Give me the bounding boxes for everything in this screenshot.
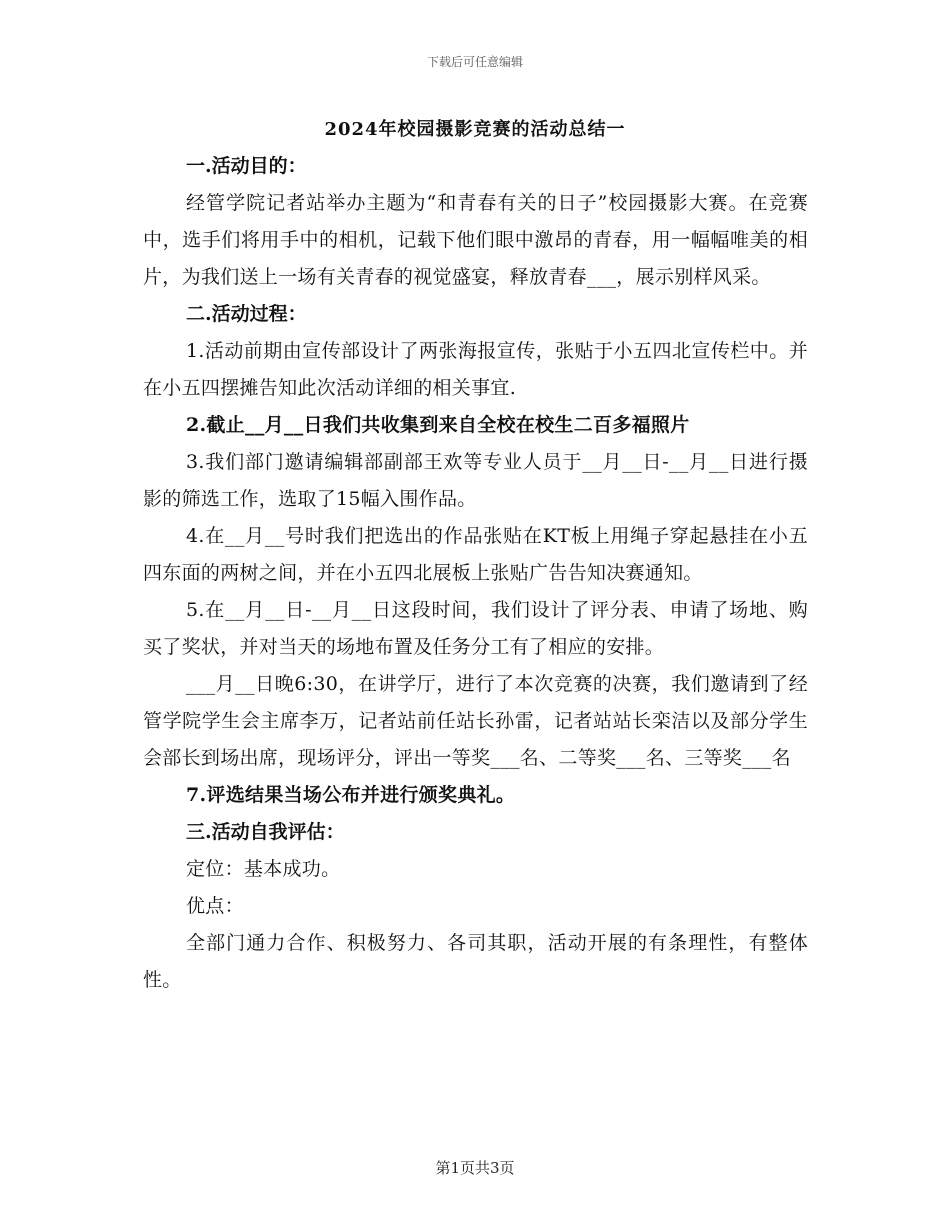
paragraph-evaluation-strengths-label: 优点： [186, 895, 244, 917]
page-header-note: 下载后可任意编辑 [426, 55, 523, 69]
paragraph-evaluation-strengths: 全部门通力合作、积极努力、各司其职，活动开展的有条理性，有整体性。 [143, 932, 808, 991]
paragraph-evaluation-position: 定位：基本成功。 [186, 858, 341, 880]
paragraph-process-3: 3.我们部门邀请编辑部副部王欢等专业人员于__月__日-__月__日进行摄影的筛选工作，选取了15幅入围作品。 [143, 451, 808, 510]
paragraph-process-1: 1.活动前期由宣传部设计了两张海报宣传，张贴于小五四北宣传栏中。并在小五四摆摊告知此次活动详细的相关事宜. [143, 340, 808, 399]
paragraph-process-6: ___月__日晚6:30，在讲学厅，进行了本次竞赛的决赛，我们邀请到了经管学院学生会主席李万，记者站前任站长孙雷，记者站站长栾洁以及部分学生会部长到场出席，现场评分，评出一等奖___名、二等奖___名、三等奖___名 [143, 673, 808, 769]
section-heading-purpose: 一.活动目的： [186, 155, 307, 177]
section-heading-process: 二.活动过程： [186, 303, 307, 325]
document-body [143, 148, 808, 999]
paragraph-process-5: 5.在__月__日-__月__日这段时间，我们设计了评分表、申请了场地、购买了奖状，并对当天的场地布置及任务分工有了相应的安排。 [143, 599, 808, 658]
paragraph-process-7: 7.评选结果当场公布并进行颁奖典礼。 [186, 784, 516, 806]
page-number: 第1页共3页 [435, 1159, 515, 1177]
paragraph-process-2: 2.截止__月__日我们共收集到来自全校在校生二百多福照片 [186, 414, 690, 436]
paragraph-process-4: 4.在__月__号时我们把选出的作品张贴在KT板上用绳子穿起悬挂在小五四东面的两树之间，并在小五四北展板上张贴广告告知决赛通知。 [143, 525, 808, 584]
section-heading-evaluation: 三.活动自我评估： [186, 821, 345, 843]
paragraph-purpose: 经管学院记者站举办主题为“和青春有关的日子”校园摄影大赛。在竞赛中，选手们将用手中的相机，记载下他们眼中激昂的青春，用一幅幅唯美的相片，为我们送上一场有关青春的视觉盛宴，释放青春___，展示别样风采。 [143, 192, 808, 288]
document-title: 2024年校园摄影竞赛的活动总结一 [324, 119, 626, 140]
